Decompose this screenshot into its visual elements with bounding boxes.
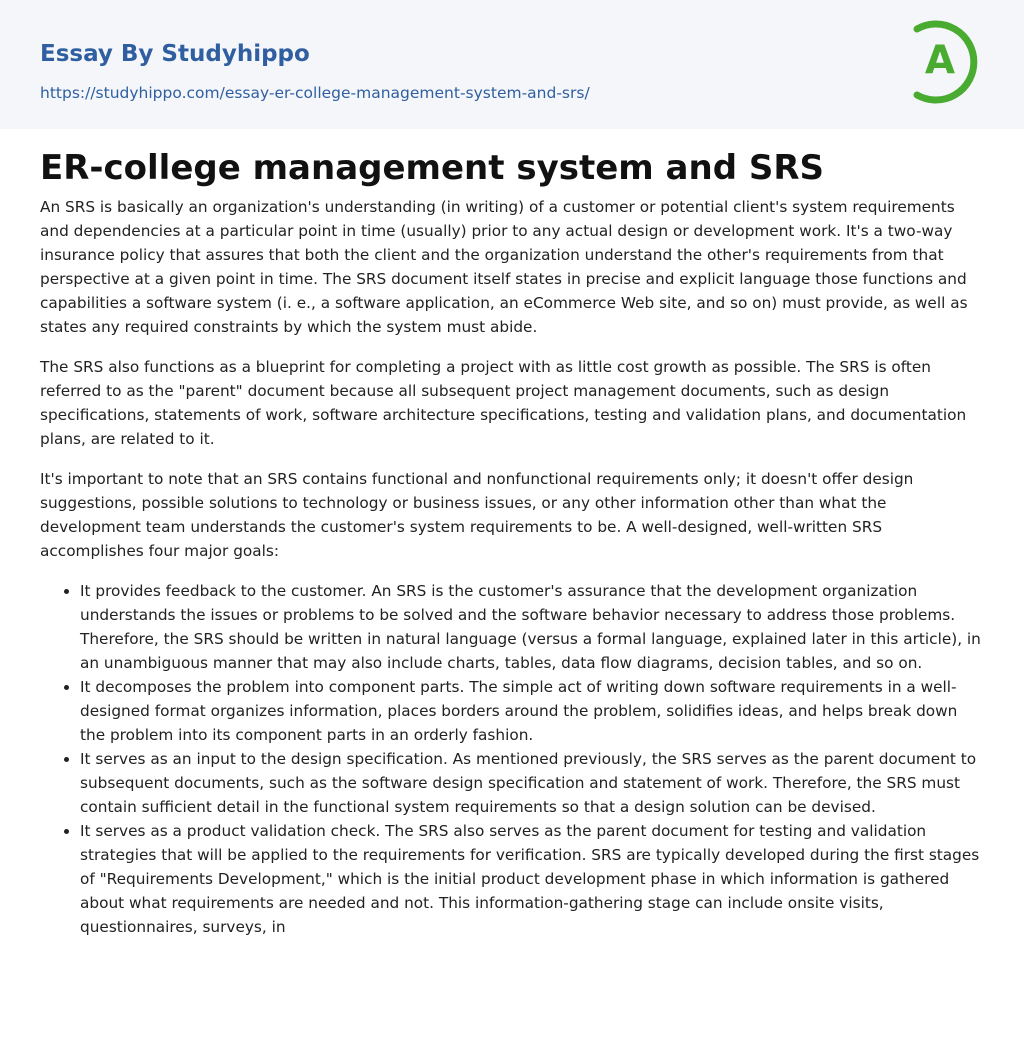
article-title: ER-college management system and SRS — [40, 148, 825, 188]
site-name[interactable]: Essay By Studyhippo — [40, 41, 310, 67]
list-item: • It serves as a product validation check. The SRS also serves as the parent document for testing and validation strategies that will be applied to the requirements for verification. SRS are typically developed during the first stages of "Requirements Development," which is the initial product development phase in which information is gathered about what requirements are needed and not. This information-gathering stage can include onsite visits, questionnaires, surveys, in — [80, 819, 984, 939]
list-item: • It provides feedback to the customer. An SRS is the customer's assurance that the development organization understands the issues or problems to be solved and the software behavior necessary to address those problems. Therefore, the SRS should be written in natural language (versus a formal language, explained later in this article), in an unambiguous manner that may also include charts, tables, data flow diagrams, decision tables, and so on. — [80, 579, 984, 675]
studyhippo-logo[interactable] — [905, 17, 991, 107]
goals-list — [40, 579, 984, 939]
list-item: • It serves as an input to the design specification. As mentioned previously, the SRS serves as the parent document to subsequent documents, such as the software design specification and statement of work. Therefore, the SRS must contain sufficient detail in the functional system requirements so that a design solution can be devised. — [80, 747, 984, 819]
paragraph: An SRS is basically an organization's understanding (in writing) of a customer or potential client's system requirements and dependencies at a particular point in time (usually) prior to any actual design or development work. It's a two-way insurance policy that assures that both the client and the organization understand the other's requirements from that perspective at a given point in time. The SRS document itself states in precise and explicit language those functions and capabilities a software system (i. e., a software application, an eCommerce Web site, and so on) must provide, as well as states any required constraints by which the system must abide. — [40, 198, 968, 336]
logo-letter: A — [924, 38, 956, 83]
article — [40, 129, 984, 939]
paragraph: The SRS also functions as a blueprint for completing a project with as little cost growth as possible. The SRS is often referred to as the "parent" document because all subsequent project management documents, such as design specifications, statements of work, software architecture specifications, testing and validation plans, and documentation plans, are related to it. — [40, 358, 967, 448]
paragraph: It's important to note that an SRS contains functional and nonfunctional requirements only; it doesn't offer design suggestions, possible solutions to technology or business issues, or any other information other than what the development team understands the customer's system requirements to be. A well-designed, well-written SRS accomplishes four major goals: — [40, 470, 914, 560]
essay-url-link[interactable]: https://studyhippo.com/essay-er-college-management-system-and-srs/ — [40, 84, 590, 102]
site-header — [0, 0, 1024, 129]
list-item: • It decomposes the problem into component parts. The simple act of writing down software requirements in a well-designed format organizes information, places borders around the problem, solidifies ideas, and helps break down the problem into its component parts in an orderly fashion. — [80, 675, 984, 747]
